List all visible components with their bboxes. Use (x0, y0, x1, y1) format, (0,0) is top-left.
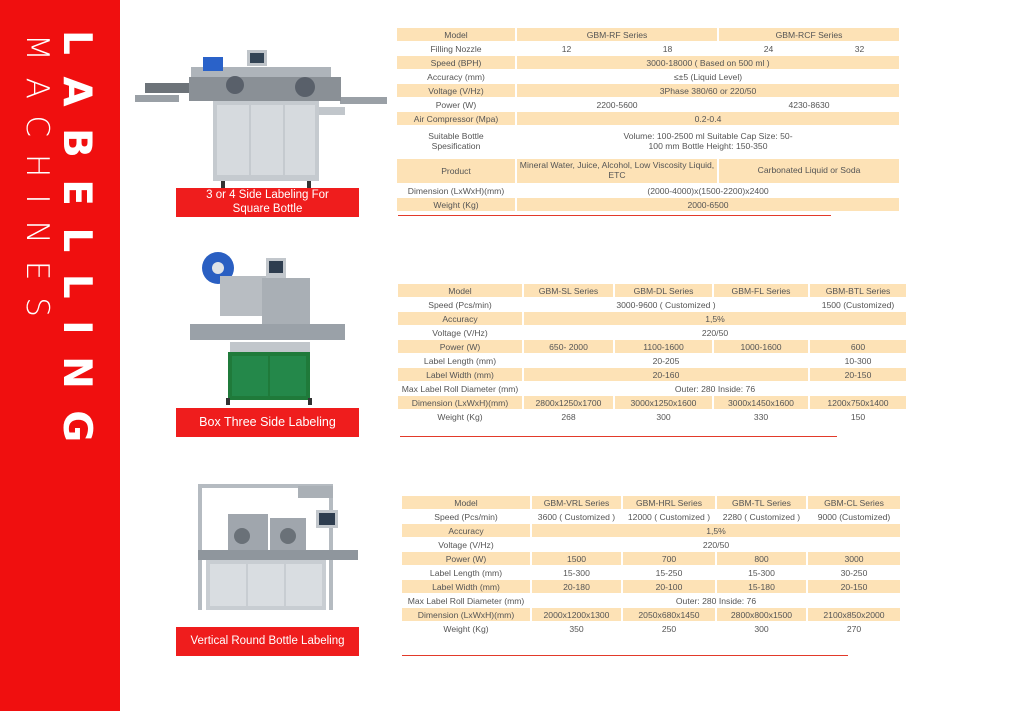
table-cell: Accuracy (402, 524, 530, 537)
table-cell: GBM-FL Series (714, 284, 808, 297)
table-cell: GBM-BTL Series (810, 284, 906, 297)
table-cell: Speed (BPH) (397, 56, 515, 69)
table-row (397, 126, 899, 158)
table-cell: 10-300 (844, 355, 872, 366)
table-row (398, 284, 906, 297)
table-cell: 0.2-0.4 (517, 112, 899, 125)
table-cell: 270 (846, 623, 862, 634)
table-cell: 250 (661, 623, 677, 634)
table-row (398, 298, 906, 311)
table-cell: Filling Nozzle (430, 43, 482, 54)
table-cell: Dimension (LxWxH)(mm) (402, 608, 530, 621)
table-row (402, 580, 900, 593)
table-cell: 15-180 (717, 580, 806, 593)
table-cell: 12 (561, 43, 572, 54)
table-cell: 4230-8630 (788, 99, 830, 110)
table-cell: 20-205 (652, 355, 680, 366)
square-bottle-caption: 3 or 4 Side Labeling For Square Bottle (176, 188, 359, 217)
table-cell: GBM-VRL Series (532, 496, 621, 509)
table-cell: Model (398, 284, 522, 297)
table-row (402, 510, 900, 523)
table-cell: Outer: 280 Inside: 76 (675, 595, 757, 606)
table-cell: 2050x680x1450 (623, 608, 715, 621)
table-row (397, 98, 899, 111)
table-row (402, 496, 900, 509)
table-cell: Max Label Roll Diameter (mm) (407, 595, 525, 606)
table-cell: 2000-6500 (517, 198, 899, 211)
table-cell: 24 (763, 43, 774, 54)
table-cell: 700 (623, 552, 715, 565)
table-row (398, 382, 906, 395)
table-cell: Label Width (mm) (402, 580, 530, 593)
table-cell: Speed (Pcs/min) (434, 511, 498, 522)
table-cell: 20-150 (810, 368, 906, 381)
table-cell: 300 (754, 623, 769, 634)
table-cell: Voltage (V/Hz) (397, 84, 515, 97)
table-row (397, 70, 899, 83)
table-cell: (2000-4000)x(1500-2200)x2400 (647, 185, 769, 196)
table-cell: 18 (662, 43, 673, 54)
table-cell: 650- 2000 (524, 340, 613, 353)
table-cell: 2200-5600 (596, 99, 638, 110)
table-cell: GBM-RF Series (517, 28, 717, 41)
table-row (402, 538, 900, 551)
round-bottle-spec-table (400, 495, 902, 636)
table-cell: 220/50 (701, 327, 729, 338)
table-cell: 300 (656, 411, 671, 422)
table-cell: 150 (850, 411, 866, 422)
table-cell: 15-300 (748, 567, 775, 578)
table-row (397, 56, 899, 69)
sidebar-title-labelling: LABELLING (54, 30, 99, 464)
table-row (398, 326, 906, 339)
table-cell: Dimension (LxWxH)(mm) (407, 185, 505, 196)
table-cell: 32 (854, 43, 865, 54)
table-cell: Model (402, 496, 530, 509)
table-cell: 30-250 (840, 567, 868, 578)
table-cell: Voltage (V/Hz) (438, 539, 494, 550)
divider-line (402, 655, 848, 656)
divider-line (400, 436, 837, 437)
table-cell: 3000 (808, 552, 900, 565)
table-cell: Outer: 280 Inside: 76 (674, 383, 756, 394)
table-cell: Accuracy (398, 312, 522, 325)
table-cell: GBM-SL Series (524, 284, 613, 297)
table-cell: 20-160 (524, 368, 808, 381)
table-cell: Mineral Water, Juice, Alcohol, Low Viscosity Liquid, ETC (517, 159, 717, 183)
table-cell: Dimension (LxWxH)(mm) (398, 396, 522, 409)
sidebar-banner (0, 0, 120, 711)
table-cell: 600 (810, 340, 906, 353)
table-cell: 3000-18000 ( Based on 500 ml ) (517, 56, 899, 69)
table-cell: 2280 ( Customized ) (722, 511, 801, 522)
table-row (398, 340, 906, 353)
table-row (397, 42, 899, 55)
table-row (397, 159, 899, 183)
table-cell: 1500 (532, 552, 621, 565)
square-bottle-spec-table (395, 27, 901, 212)
table-cell: GBM-TL Series (717, 496, 806, 509)
table-row (398, 312, 906, 325)
table-cell: Weight (Kg) (437, 411, 483, 422)
table-row (402, 552, 900, 565)
table-cell: 1,5% (532, 524, 900, 537)
table-row (402, 622, 900, 635)
table-row (398, 354, 906, 367)
table-cell: 1100-1600 (615, 340, 712, 353)
table-cell: 268 (561, 411, 576, 422)
table-row (402, 524, 900, 537)
table-cell: Speed (Pcs/min) (428, 299, 492, 310)
table-row (397, 28, 899, 41)
table-cell: 3000x1250x1600 (615, 396, 712, 409)
table-cell: Air Compressor (Mpa) (397, 112, 515, 125)
table-cell: 2000x1200x1300 (532, 608, 621, 621)
square-bottle-labeler-image (135, 45, 387, 188)
table-cell: 3000-9600 ( Customized ) (616, 299, 716, 310)
box-labeler-spec-table (396, 283, 908, 424)
table-cell: 2800x1250x1700 (524, 396, 613, 409)
table-cell: 1,5% (524, 312, 906, 325)
table-cell: 220/50 (702, 539, 730, 550)
table-cell: Max Label Roll Diameter (mm) (401, 383, 519, 394)
table-cell: 15-250 (655, 567, 683, 578)
box-labeler-caption: Box Three Side Labeling (176, 408, 359, 437)
table-cell: Carbonated Liquid or Soda (719, 159, 899, 183)
table-cell: Weight (Kg) (443, 623, 489, 634)
box-labeler-image (190, 250, 345, 405)
table-row (398, 410, 906, 423)
table-cell: 350 (569, 623, 584, 634)
table-cell: 20-180 (532, 580, 621, 593)
round-bottle-caption: Vertical Round Bottle Labeling (176, 627, 359, 656)
table-cell: 3600 ( Customized ) (537, 511, 616, 522)
table-cell: GBM-DL Series (615, 284, 712, 297)
table-cell: Label Length (mm) (429, 567, 503, 578)
table-cell: 2100x850x2000 (808, 608, 900, 621)
table-row (402, 608, 900, 621)
table-row (402, 594, 900, 607)
table-cell: GBM-HRL Series (623, 496, 715, 509)
table-cell: 20-100 (623, 580, 715, 593)
table-cell: Power (W) (398, 340, 522, 353)
table-cell: 15-300 (563, 567, 590, 578)
table-cell: ≤±5 (Liquid Level) (673, 71, 743, 82)
table-cell: Suitable Bottle Spesification (428, 131, 484, 151)
table-cell: Label Width (mm) (398, 368, 522, 381)
table-row (397, 112, 899, 125)
table-cell: Voltage (V/Hz) (432, 327, 488, 338)
table-cell: Accuracy (mm) (427, 71, 485, 82)
sidebar-title-machines: MACHINES (19, 34, 55, 334)
table-cell: Model (397, 28, 515, 41)
table-row (397, 184, 899, 197)
table-row (402, 566, 900, 579)
table-cell: 1200x750x1400 (810, 396, 906, 409)
table-cell: GBM-RCF Series (719, 28, 899, 41)
table-cell: 9000 (Customized) (817, 511, 891, 522)
table-cell: 330 (753, 411, 769, 422)
round-bottle-labeler-image (198, 484, 358, 614)
table-cell: Power (W) (402, 552, 530, 565)
table-cell: 12000 ( Customized ) (627, 511, 711, 522)
table-cell: 2800x800x1500 (717, 608, 806, 621)
table-cell: 20-150 (808, 580, 900, 593)
table-cell: 1000-1600 (714, 340, 808, 353)
table-cell: 1500 (Customized) (821, 299, 895, 310)
table-row (398, 396, 906, 409)
table-cell: 800 (717, 552, 806, 565)
table-cell: Volume: 100-2500 ml Suitable Cap Size: 50-100 mm Bottle Height: 150-350 (623, 131, 793, 151)
table-cell: Weight (Kg) (397, 198, 515, 211)
table-row (397, 198, 899, 211)
table-row (397, 84, 899, 97)
divider-line (398, 215, 831, 216)
table-row (398, 368, 906, 381)
table-cell: Power (W) (435, 99, 477, 110)
table-cell: Label Length (mm) (423, 355, 497, 366)
table-cell: 3Phase 380/60 or 220/50 (517, 84, 899, 97)
table-cell: 3000x1450x1600 (714, 396, 808, 409)
table-cell: Product (397, 159, 515, 183)
table-cell: GBM-CL Series (808, 496, 900, 509)
